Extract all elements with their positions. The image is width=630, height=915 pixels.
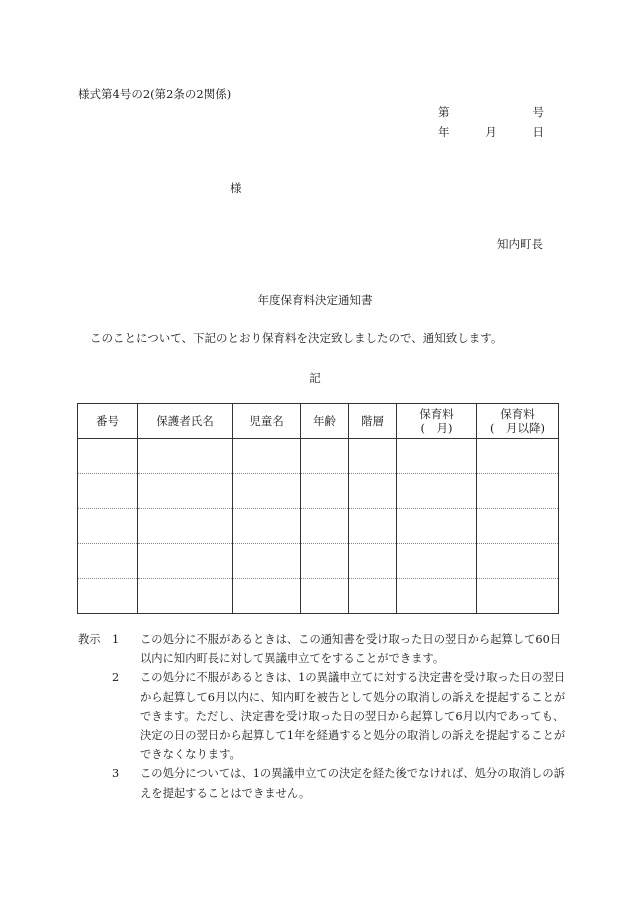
table-cell xyxy=(78,509,138,544)
table-cell xyxy=(233,439,301,474)
header-line-2: ( 月) xyxy=(420,421,453,435)
sender-name: 知内町長 xyxy=(497,237,543,251)
table-cell xyxy=(477,544,559,579)
header-line-1: 保護者氏名 xyxy=(156,414,214,428)
table-cell xyxy=(397,579,477,614)
table-cell xyxy=(138,579,233,614)
table-cell xyxy=(138,474,233,509)
table-header-cell xyxy=(138,404,233,439)
fee-table xyxy=(77,403,559,614)
table-row xyxy=(78,544,559,579)
table-cell xyxy=(138,544,233,579)
header-line-1: 年齢 xyxy=(313,414,336,428)
table-cell xyxy=(78,439,138,474)
table-row xyxy=(78,474,559,509)
table-header-cell xyxy=(477,404,559,439)
table-row xyxy=(78,439,559,474)
table-row xyxy=(78,509,559,544)
table-cell xyxy=(78,579,138,614)
table-cell xyxy=(349,544,397,579)
table-row xyxy=(78,579,559,614)
instruction-number: 1 xyxy=(112,633,120,646)
header-line-2: ( 月以降) xyxy=(490,421,545,435)
date-line xyxy=(438,124,544,140)
table-cell xyxy=(349,509,397,544)
number-prefix: 第 xyxy=(438,105,450,119)
table-cell xyxy=(138,439,233,474)
instruction-text: この処分については、1の異議申立ての決定を経た後でなければ、処分の取消しの訴えを提起することはできません。 xyxy=(140,767,565,800)
table-cell xyxy=(78,544,138,579)
header-line-1: 保育料 xyxy=(500,407,535,421)
instructions-section xyxy=(78,630,568,803)
instruction-text: この処分に不服があるときは、この通知書を受け取った日の翌日から起算して60日以内に知内町長に対して異議申立てをすることができます。 xyxy=(140,633,562,666)
table-cell xyxy=(397,544,477,579)
document-title: 年度保育料決定通知書 xyxy=(257,293,373,307)
date-month: 月 xyxy=(485,125,497,139)
table-cell xyxy=(138,509,233,544)
instruction-item xyxy=(78,630,568,668)
table-cell xyxy=(301,474,349,509)
table-cell xyxy=(233,474,301,509)
table-cell xyxy=(349,474,397,509)
table-cell xyxy=(477,439,559,474)
table-body xyxy=(78,439,559,614)
ki-heading: 記 xyxy=(309,371,321,385)
table-cell xyxy=(233,544,301,579)
table-cell xyxy=(477,579,559,614)
intro-text: このことについて、下記のとおり保育料を決定致しましたので、通知致します。 xyxy=(90,331,503,345)
header-line-1: 番号 xyxy=(96,414,119,428)
form-number: 様式第4号の2(第2条の2関係) xyxy=(78,87,232,101)
table-cell xyxy=(301,579,349,614)
instruction-item xyxy=(78,668,568,764)
table-cell xyxy=(233,579,301,614)
instruction-number: 2 xyxy=(112,671,120,685)
instruction-text: この処分に不服があるときは、1の異議申立てに対する決定書を受け取った日の翌日から起算して6月以内に、知内町を被告として処分の取消しの訴えを提起することができます。ただし、決定書を受け取った日の翌日から起算して6月以内であっても、決定の日の翌日から起算して1年を経過すると処分の取消しの訴えを提起することができなくなります。 xyxy=(140,671,566,762)
header-line-1: 児童名 xyxy=(249,414,284,428)
table-header-cell xyxy=(349,404,397,439)
table-header-cell xyxy=(301,404,349,439)
number-suffix: 号 xyxy=(532,105,544,119)
table-header-cell xyxy=(397,404,477,439)
addressee-honorific: 様 xyxy=(230,181,242,195)
table-header-cell xyxy=(78,404,138,439)
table-cell xyxy=(78,474,138,509)
instruction-item xyxy=(78,764,568,802)
table-cell xyxy=(477,474,559,509)
document-number-line xyxy=(438,104,544,120)
table-cell xyxy=(301,439,349,474)
instruction-number: 3 xyxy=(112,767,120,781)
table-cell xyxy=(397,509,477,544)
table-cell xyxy=(397,474,477,509)
table-header-row xyxy=(78,404,559,439)
table-cell xyxy=(301,544,349,579)
table-cell xyxy=(477,509,559,544)
header-line-1: 保育料 xyxy=(419,407,454,421)
table-cell xyxy=(301,509,349,544)
table-header-cell xyxy=(233,404,301,439)
table-cell xyxy=(349,579,397,614)
date-day: 日 xyxy=(532,125,544,139)
table-cell xyxy=(349,439,397,474)
table-cell xyxy=(397,439,477,474)
header-line-1: 階層 xyxy=(361,414,384,428)
instructions-label: 教示 xyxy=(78,633,101,646)
table-cell xyxy=(233,509,301,544)
date-year: 年 xyxy=(438,125,450,139)
